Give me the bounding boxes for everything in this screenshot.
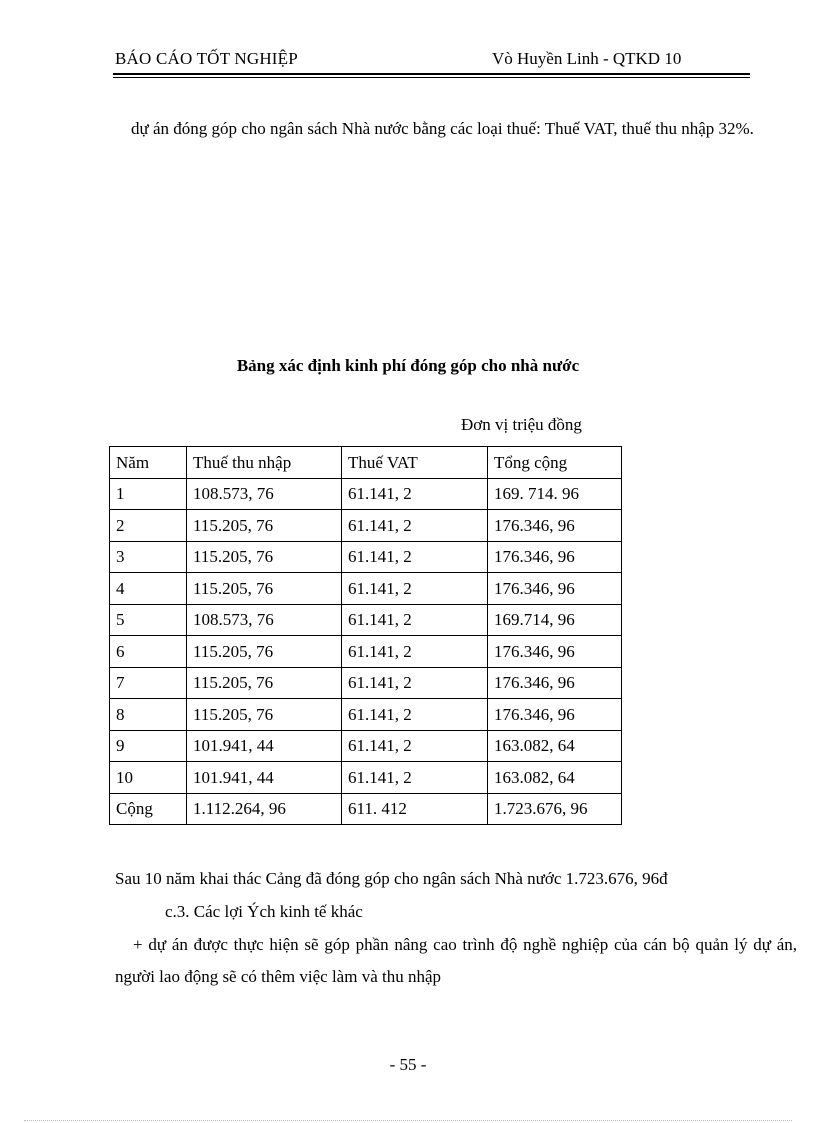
benefit-paragraph: + dự án được thực hiện sẽ góp phần nâng cao trình độ nghề nghiệp của cán bộ quản lý dự án, người lao động sẽ có thêm việc làm và thu nhập <box>115 935 797 986</box>
table-cell: 163.082, 64 <box>488 762 622 794</box>
table-cell: 7 <box>110 667 187 699</box>
table-cell: 61.141, 2 <box>342 762 488 794</box>
header-rule <box>113 73 750 75</box>
table-cell: 6 <box>110 636 187 668</box>
header-cell: Năm <box>110 447 187 479</box>
table-cell: 115.205, 76 <box>187 510 342 542</box>
tax-table <box>109 446 622 825</box>
table-cell: 115.205, 76 <box>187 636 342 668</box>
table-row <box>110 573 622 605</box>
header-rule-thin <box>113 77 750 78</box>
header-title: BÁO CÁO TỐT NGHIỆP <box>115 49 298 68</box>
table-row <box>110 793 622 825</box>
table-row <box>110 510 622 542</box>
table-cell: 61.141, 2 <box>342 636 488 668</box>
intro-paragraph: dự án đóng góp cho ngân sách Nhà nước bằng các loại thuế: Thuế VAT, thuế thu nhập 32%. <box>131 119 754 138</box>
table-cell: 1.112.264, 96 <box>187 793 342 825</box>
subheading: c.3. Các lợi Ých kinh tế khác <box>165 902 363 921</box>
table-cell: 61.141, 2 <box>342 730 488 762</box>
table-unit: Đơn vị triệu đồng <box>461 415 582 434</box>
table-cell: 176.346, 96 <box>488 573 622 605</box>
table-row <box>110 604 622 636</box>
table-cell: 176.346, 96 <box>488 636 622 668</box>
table-cell: 61.141, 2 <box>342 699 488 731</box>
table-cell: Cộng <box>110 793 187 825</box>
table-cell: 9 <box>110 730 187 762</box>
header-cell: Thuế VAT <box>342 447 488 479</box>
tax-table-body <box>110 447 622 825</box>
table-header-row <box>110 447 622 479</box>
table-cell: 176.346, 96 <box>488 510 622 542</box>
table-cell: 176.346, 96 <box>488 699 622 731</box>
table-row <box>110 699 622 731</box>
table-cell: 61.141, 2 <box>342 510 488 542</box>
table-cell: 61.141, 2 <box>342 604 488 636</box>
table-cell: 1 <box>110 478 187 510</box>
table-cell: 4 <box>110 573 187 605</box>
table-row <box>110 730 622 762</box>
table-cell: 5 <box>110 604 187 636</box>
table-cell: 169. 714. 96 <box>488 478 622 510</box>
table-cell: 61.141, 2 <box>342 573 488 605</box>
table-cell: 176.346, 96 <box>488 667 622 699</box>
table-row <box>110 636 622 668</box>
table-row <box>110 667 622 699</box>
header-author: Vò Huyền Linh - QTKD 10 <box>492 49 682 68</box>
header-cell: Thuế thu nhập <box>187 447 342 479</box>
page-number: - 55 - <box>389 1055 427 1074</box>
table-cell: 61.141, 2 <box>342 667 488 699</box>
table-cell: 115.205, 76 <box>187 699 342 731</box>
table-cell: 115.205, 76 <box>187 667 342 699</box>
table-row <box>110 762 622 794</box>
table-cell: 61.141, 2 <box>342 478 488 510</box>
table-cell: 108.573, 76 <box>187 478 342 510</box>
table-cell: 108.573, 76 <box>187 604 342 636</box>
table-cell: 163.082, 64 <box>488 730 622 762</box>
header-cell: Tổng cộng <box>488 447 622 479</box>
table-cell: 101.941, 44 <box>187 762 342 794</box>
table-cell: 169.714, 96 <box>488 604 622 636</box>
table-cell: 115.205, 76 <box>187 573 342 605</box>
table-cell: 3 <box>110 541 187 573</box>
table-cell: 176.346, 96 <box>488 541 622 573</box>
table-cell: 10 <box>110 762 187 794</box>
table-cell: 8 <box>110 699 187 731</box>
table-cell: 1.723.676, 96 <box>488 793 622 825</box>
table-cell: 611. 412 <box>342 793 488 825</box>
footer-divider <box>24 1120 792 1121</box>
table-cell: 115.205, 76 <box>187 541 342 573</box>
table-row <box>110 541 622 573</box>
summary-paragraph: Sau 10 năm khai thác Cảng đã đóng góp cho ngân sách Nhà nước 1.723.676, 96đ <box>115 869 668 888</box>
table-cell: 101.941, 44 <box>187 730 342 762</box>
table-cell: 2 <box>110 510 187 542</box>
table-row <box>110 478 622 510</box>
table-title: Bảng xác định kinh phí đóng góp cho nhà nước <box>236 356 580 375</box>
table-cell: 61.141, 2 <box>342 541 488 573</box>
